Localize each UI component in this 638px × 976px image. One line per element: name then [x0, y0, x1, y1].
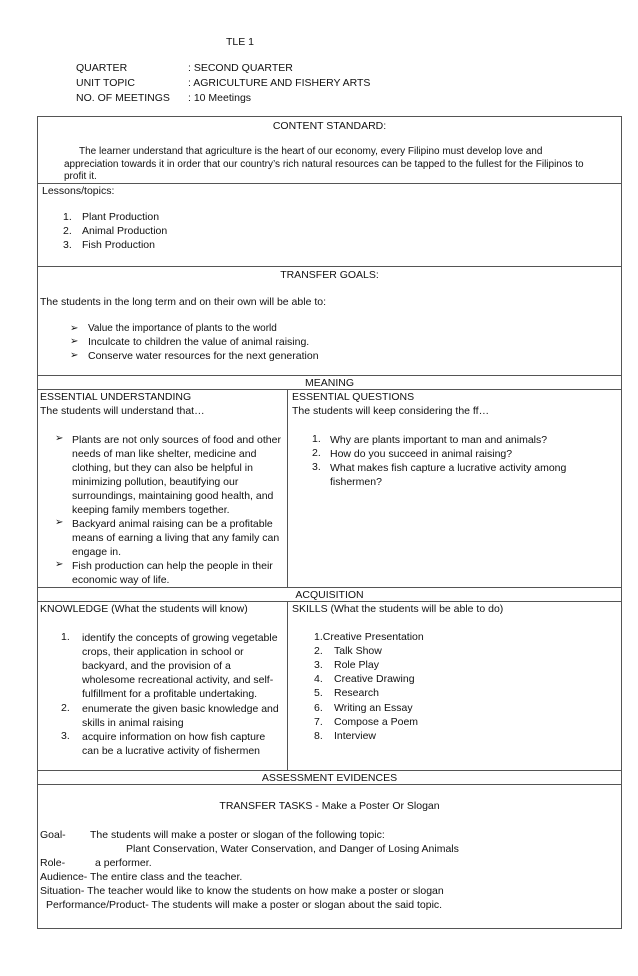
arrow-bullet-icon: ➢ — [70, 336, 79, 347]
goal-item: Value the importance of plants to the world — [88, 323, 277, 334]
knowledge-item: identify the concepts of growing vegetable crops, their application in school or backyard, and the provision of a wholesome recreational activity, and self-fulfillment for a profitable undertaking. — [82, 632, 278, 700]
transfer-goals-intro: The students in the long term and on their own will be able to: — [40, 296, 327, 308]
lesson-item: Animal Production — [82, 225, 168, 237]
meta-quarter — [76, 62, 496, 76]
column-divider — [287, 389, 288, 587]
goal-label: Goal- — [40, 829, 66, 841]
skill-item: Writing an Essay — [334, 702, 413, 714]
transfer-goals-heading: TRANSFER GOALS: — [280, 269, 379, 281]
goal-item: Conserve water resources for the next generation — [88, 350, 319, 362]
goal-topics: Plant Conservation, Water Conservation, and Danger of Losing Animals — [126, 843, 459, 855]
eq-item: How do you succeed in animal raising? — [330, 448, 513, 460]
audience-text: Audience- The entire class and the teacher. — [40, 871, 243, 883]
role-text: a performer. — [95, 857, 152, 869]
skill-item: Creative Drawing — [334, 673, 415, 685]
eu-item: Backyard animal raising can be a profitable means of earning a living that any family can engage in. — [72, 518, 280, 558]
knowledge-item: acquire information on how fish capture can be a lucrative activity of fishermen — [82, 731, 266, 757]
divider — [37, 601, 622, 602]
goal-item: Inculcate to children the value of animal raising. — [88, 336, 310, 348]
skill-item: Interview — [334, 730, 377, 742]
knowledge-item: enumerate the given basic knowledge and skills in animal raising — [82, 703, 279, 729]
divider — [37, 389, 622, 390]
content-standard-text: The learner understand that agriculture is the heart of our economy, every Filipino must develop love and appreciation towards it in order that our country’s rich natural resources can be tapped to the fullest for the Filipinos to profit it. — [64, 146, 584, 182]
divider — [37, 784, 622, 785]
eu-heading: ESSENTIAL UNDERSTANDING — [40, 391, 192, 403]
eq-heading: ESSENTIAL QUESTIONS — [292, 391, 415, 403]
meta-key: NO. OF MEETINGS — [76, 92, 170, 104]
assessment-heading: ASSESSMENT EVIDENCES — [261, 772, 398, 784]
skill-item: Research — [334, 687, 379, 699]
arrow-bullet-icon: ➢ — [55, 433, 64, 444]
eu-item: Fish production can help the people in their economic way of life. — [72, 560, 273, 586]
column-divider — [287, 601, 288, 770]
list-number: 2. — [312, 447, 321, 459]
list-number: 3. — [61, 730, 70, 742]
eu-item: Plants are not only sources of food and other needs of man like shelter, medicine and clothing, but they can also be helpful in minimizing pollution, beautifying our surroundings, maintaining good health, and keeping family members together. — [72, 434, 281, 516]
performance-text: Performance/Product- The students will make a poster or slogan about the said topic. — [46, 899, 443, 911]
divider — [37, 770, 622, 771]
role-label: Role- — [40, 857, 66, 869]
goal-text: The students will make a poster or slogan of the following topic: — [90, 829, 385, 841]
meta-key: QUARTER — [76, 62, 128, 74]
lesson-item: Plant Production — [82, 211, 160, 223]
eq-item: What makes fish capture a lucrative activity among fishermen? — [330, 462, 567, 488]
skills-heading: SKILLS (What the students will be able to do) — [292, 603, 504, 615]
arrow-bullet-icon: ➢ — [70, 323, 79, 334]
lesson-item: Fish Production — [82, 239, 155, 251]
list-number: 2. — [63, 225, 72, 237]
list-number: 7. — [314, 716, 323, 728]
eq-item: Why are plants important to man and animals? — [330, 434, 548, 446]
document-title: TLE 1 — [226, 36, 255, 48]
list-number: 2. — [61, 702, 70, 714]
list-number: 3. — [314, 659, 323, 671]
meta-value: : SECOND QUARTER — [188, 62, 293, 74]
divider — [37, 587, 622, 588]
list-number: 3. — [63, 239, 72, 251]
meta-unit-topic — [76, 77, 496, 91]
acquisition-heading: ACQUISITION — [295, 589, 364, 601]
arrow-bullet-icon: ➢ — [55, 517, 64, 528]
list-number: 2. — [314, 645, 323, 657]
skill-item: Compose a Poem — [334, 716, 419, 728]
meta-value: : AGRICULTURE AND FISHERY ARTS — [188, 77, 371, 89]
lessons-heading: Lessons/topics: — [42, 185, 115, 197]
divider — [37, 266, 622, 267]
meta-key: UNIT TOPIC — [76, 77, 135, 89]
arrow-bullet-icon: ➢ — [70, 350, 79, 361]
meaning-heading: MEANING — [304, 377, 354, 389]
list-number: 4. — [314, 673, 323, 685]
arrow-bullet-icon: ➢ — [55, 559, 64, 570]
content-standard-heading: CONTENT STANDARD: — [272, 120, 387, 132]
skill-item: Role Play — [334, 659, 379, 671]
meta-meetings — [76, 92, 496, 106]
eu-intro: The students will understand that… — [40, 405, 205, 417]
list-number: 6. — [314, 702, 323, 714]
eq-intro: The students will keep considering the ff… — [292, 405, 490, 417]
situation-text: Situation- The teacher would like to know the students on how make a poster or slogan — [40, 885, 444, 897]
divider — [37, 375, 622, 376]
skill-item: 1.Creative Presentation — [314, 631, 424, 643]
meta-value: : 10 Meetings — [188, 92, 252, 104]
list-number: 5. — [314, 687, 323, 699]
knowledge-heading: KNOWLEDGE (What the students will know) — [40, 603, 248, 615]
list-number: 1. — [312, 433, 321, 445]
list-number: 8. — [314, 730, 323, 742]
skill-item: Talk Show — [334, 645, 382, 657]
transfer-tasks-heading: TRANSFER TASKS - Make a Poster Or Slogan — [219, 800, 440, 812]
list-number: 1. — [61, 631, 70, 643]
list-number: 3. — [312, 461, 321, 473]
list-number: 1. — [63, 211, 72, 223]
